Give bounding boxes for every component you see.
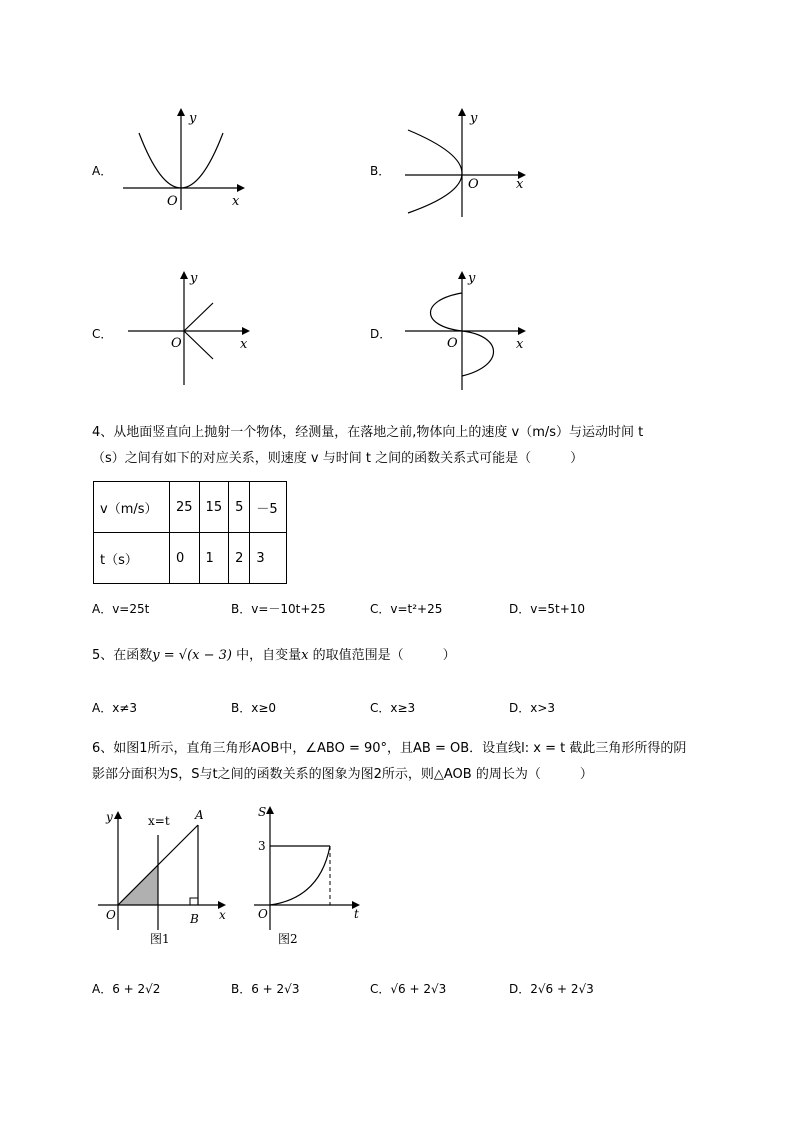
q5-suffix: 的取值范围是（ ） (308, 648, 456, 663)
q6-option-b: B．6 + 2√3 (231, 982, 300, 996)
figure-2-graph (252, 800, 372, 950)
option-a-label: A． (92, 164, 113, 178)
q5-prefix: 5、在函数 (92, 648, 153, 663)
table-cell: －5 (250, 482, 287, 533)
q4-option-c: C．v=t²+25 (370, 602, 443, 616)
tick-3-label: 3 (258, 839, 266, 853)
q4-value-table (93, 481, 287, 584)
graph-a-parabola-up (115, 105, 255, 215)
x-axis-label: x (516, 337, 524, 352)
origin-label: O (106, 908, 116, 922)
y-axis-label: y (468, 271, 476, 286)
origin-label: O (171, 336, 182, 351)
q4-option-a: A．v=25t (92, 602, 150, 616)
y-label: y (106, 810, 113, 824)
q5-formula: y = √(x − 3) (152, 648, 232, 663)
vertex-b-label: B (190, 912, 199, 926)
q4-text-line1: 4、从地面竖直向上抛射一个物体，经测量，在落地之前,物体向上的速度 v（m/s）与运动时间 t (92, 425, 644, 440)
table-cell: 15 (199, 482, 229, 533)
row-header-v: v（m/s） (94, 482, 170, 533)
q6-text-line2: 影部分面积为S，S与t之间的函数关系的图象为图2所示，则△AOB 的周长为（ ） (92, 767, 593, 782)
q6-text-line1: 6、如图1所示，直角三角形AOB中，∠ABO = 90°，且AB = OB．设直线l: x = t 截此三角形所得的阴 (92, 741, 687, 756)
y-axis-label: y (190, 271, 198, 286)
table-cell: 3 (250, 533, 287, 584)
table-cell: 1 (199, 533, 229, 584)
t-axis-label: t (354, 907, 359, 921)
origin-label: O (447, 336, 458, 351)
line-label: x=t (148, 814, 170, 828)
x-label: x (219, 908, 226, 922)
x-axis-label: x (516, 177, 524, 192)
table-row (94, 533, 287, 584)
x-axis-label: x (232, 194, 240, 209)
q5-text (92, 643, 456, 669)
x-axis-label: x (240, 337, 248, 352)
q5-middle: 中，自变量 (231, 648, 302, 663)
q6-option-d: D．2√6 + 2√3 (509, 982, 594, 996)
q6-option-a: A．6 + 2√2 (92, 982, 161, 996)
table-cell: 25 (170, 482, 200, 533)
q5-option-b: B．x≥0 (231, 701, 277, 715)
vertex-a-label: A (195, 808, 204, 822)
figure-2-caption: 图2 (278, 932, 298, 946)
q5-var: x (301, 648, 309, 663)
y-axis-label: y (189, 111, 197, 126)
graph-d-s-curve (400, 268, 540, 393)
origin-label: O (167, 194, 178, 209)
q4-text-line2: （s）之间有如下的对应关系，则速度 v 与时间 t 之间的函数关系式可能是（ ） (92, 451, 584, 466)
table-cell: 0 (170, 533, 200, 584)
q4-option-b: B．v=－10t+25 (231, 602, 326, 616)
row-header-t: t（s） (94, 533, 170, 584)
table-cell: 2 (229, 533, 250, 584)
table-row (94, 482, 287, 533)
table-cell: 5 (229, 482, 250, 533)
figure-1-triangle (92, 805, 237, 950)
q5-option-c: C．x≥3 (370, 701, 416, 715)
y-axis-label: y (470, 111, 478, 126)
option-d-label: D． (370, 327, 392, 341)
q5-option-a: A．x≠3 (92, 701, 138, 715)
graph-b-parabola-left (400, 105, 540, 220)
option-c-label: C． (92, 327, 113, 341)
origin-label: O (258, 907, 268, 921)
figure-1-caption: 图1 (150, 932, 170, 946)
origin-label: O (468, 177, 479, 192)
q4-option-d: D．v=5t+10 (509, 602, 586, 616)
q6-option-c: C．√6 + 2√3 (370, 982, 447, 996)
option-b-label: B． (370, 164, 391, 178)
s-axis-label: S (258, 805, 267, 819)
graph-c-abs-lines (120, 268, 260, 388)
q5-option-d: D．x>3 (509, 701, 556, 715)
